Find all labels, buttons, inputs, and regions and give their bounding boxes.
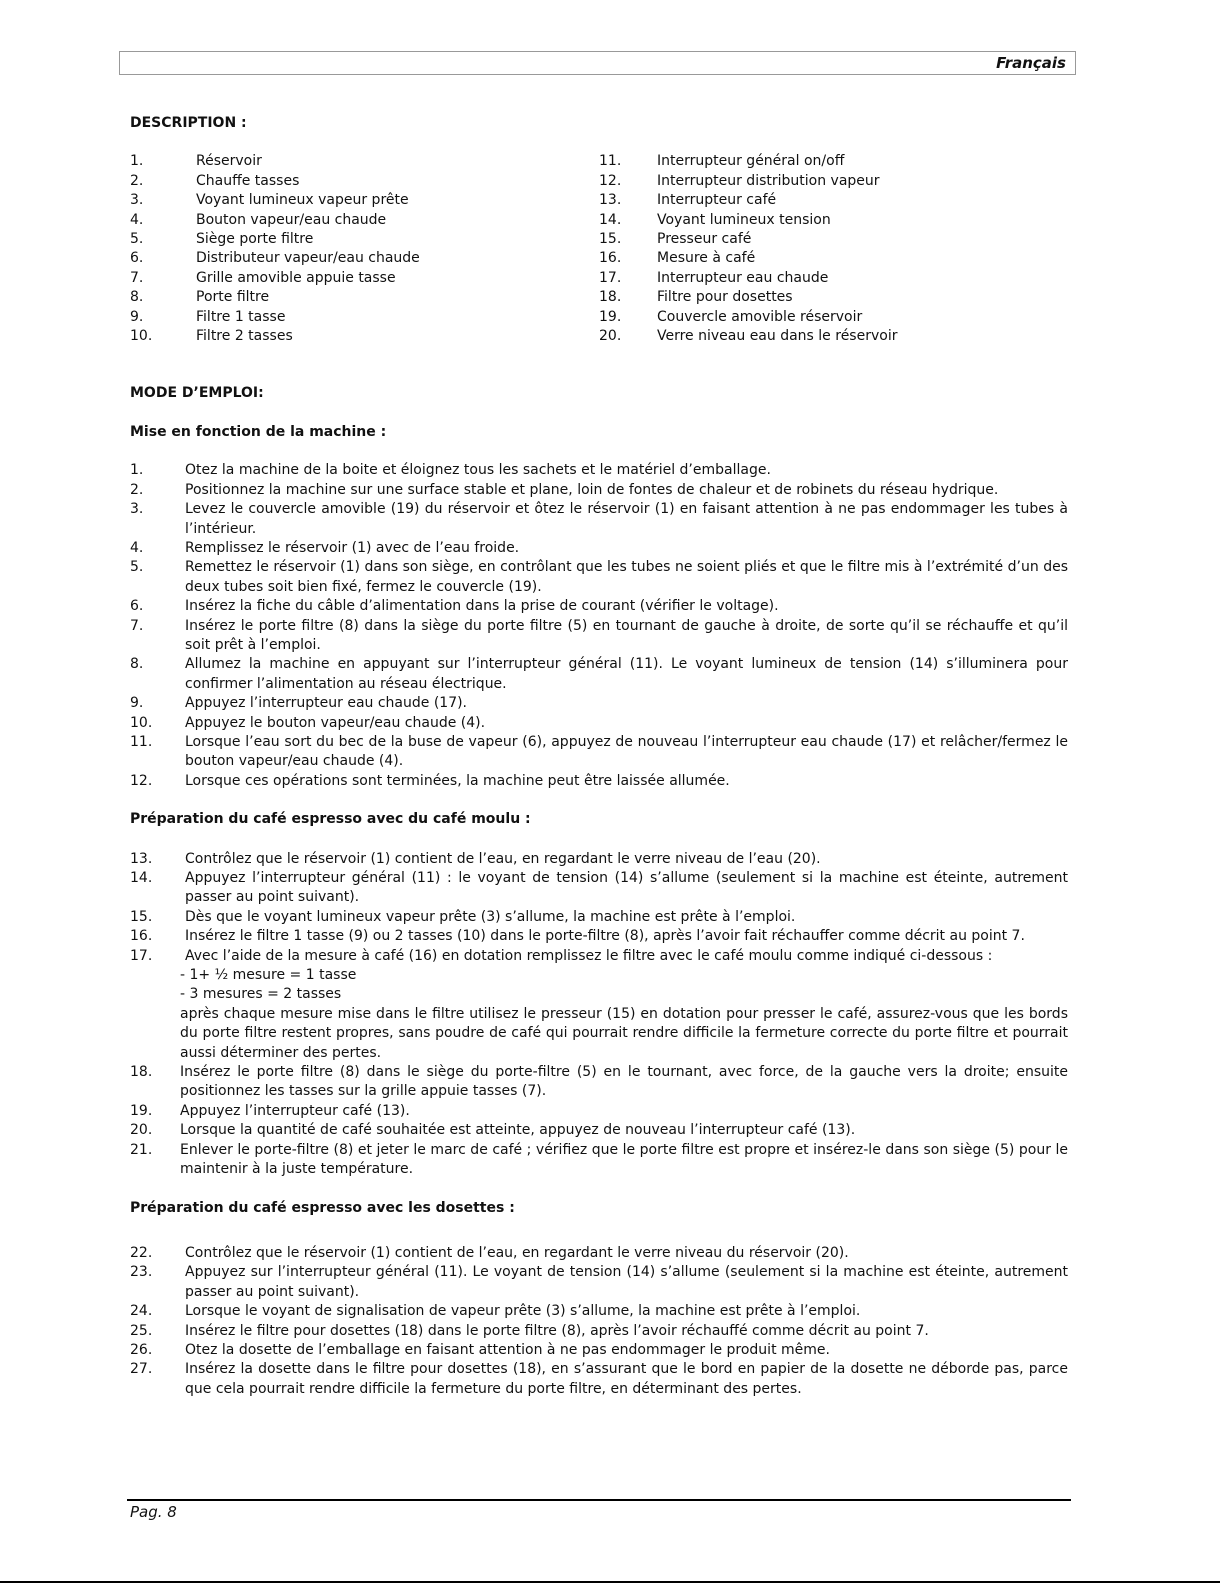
item-number: 25. [130,1322,153,1339]
part-item [599,211,1068,230]
section-heading-startup: Mise en fonction de la machine : [130,423,387,440]
section-heading-pods: Préparation du café espresso avec les dosettes : [130,1199,515,1216]
item-number: 12. [130,772,153,789]
part-item [599,249,1068,268]
step-item [130,1141,1068,1180]
mode-heading: MODE D’EMPLOI: [130,385,264,402]
item-number: 18. [130,1064,153,1081]
part-item [130,269,599,288]
item-number: 21. [130,1141,153,1158]
page-number: Pag. 8 [130,1503,177,1521]
item-text: Presseur café [657,231,752,248]
step-item [130,908,1068,927]
part-item [130,172,599,191]
step-item [130,927,1068,946]
item-number: 15. [130,908,153,925]
step-item [130,617,1068,656]
part-item [599,288,1068,307]
section-heading-ground-coffee: Préparation du café espresso avec du café moulu : [130,811,531,828]
item-text: Lorsque ces opérations sont terminées, la machine peut être laissée allumée. [185,772,730,789]
item-text: Chauffe tasses [196,172,300,189]
item-text: Interrupteur café [657,192,777,209]
document-body [130,114,1068,1399]
item-number: 7. [130,617,144,634]
item-number: 26. [130,1341,153,1358]
step-item [130,1360,1068,1399]
item-text: Lorsque l’eau sort du bec de la buse de vapeur (6), appuyez de nouveau l’interrupteur eau chaude (17) et relâcher/fermez le bouton vapeur/eau chaude (4). [185,733,1068,770]
item-text: Dès que le voyant lumineux vapeur prête (3) s’allume, la machine est prête à l’emploi. [185,908,796,925]
part-item [130,191,599,210]
item-number: 4. [130,211,144,228]
item-text: Filtre 1 tasse [196,308,286,325]
step-item [130,1341,1068,1360]
part-item [130,211,599,230]
item-number: 6. [130,598,144,615]
step-item [130,869,1068,908]
step-item [130,1263,1068,1302]
item-number: 9. [130,695,144,712]
step-item [130,1063,1068,1102]
item-number: 10. [130,714,153,731]
step-item [130,597,1068,616]
item-number: 11. [130,733,153,750]
item-text: Couvercle amovible réservoir [657,308,863,325]
part-item [130,288,599,307]
item-text: Insérez le porte filtre (8) dans la siège du porte filtre (5) en tournant de gauche à droite, de sorte qu’il se réchauffe et qu’il soit prêt à l’emploi. [185,617,1068,653]
item-text: Otez la dosette de l’emballage en faisant attention à ne pas endommager le produit même. [185,1341,830,1358]
item-number: 11. [599,153,622,170]
part-item [130,308,599,327]
step-item [130,655,1068,694]
part-item [599,191,1068,210]
item-text: Voyant lumineux tension [657,211,831,228]
item-number: 24. [130,1303,153,1320]
item-text: Lorsque le voyant de signalisation de vapeur prête (3) s’allume, la machine est prête à l’emploi. [185,1303,861,1320]
item-number: 20. [130,1122,153,1139]
item-number: 2. [130,481,144,498]
item-number: 3. [130,192,144,209]
item-number: 16. [130,928,153,945]
item-text: Réservoir [196,153,262,170]
step-item [130,1121,1068,1140]
item-text: Grille amovible appuie tasse [196,269,396,286]
item-text: Insérez le filtre pour dosettes (18) dans le porte filtre (8), après l’avoir réchauffé comme décrit au point 7. [185,1322,929,1339]
item-text: Contrôlez que le réservoir (1) contient de l’eau, en regardant le verre niveau du réservoir (20). [185,1244,849,1261]
ground-coffee-steps [130,850,1068,966]
step-item [130,500,1068,539]
item-text: Interrupteur distribution vapeur [657,172,880,189]
item-text: Voyant lumineux vapeur prête [196,192,409,209]
item-text: Appuyez l’interrupteur général (11) : le voyant de tension (14) s’allume (seulement si la machine est éteinte, autrement passer au point suivant). [185,870,1068,906]
item-number: 8. [130,656,144,673]
step-item [130,461,1068,480]
item-number: 19. [130,1102,153,1119]
item-text: Insérez la dosette dans le filtre pour dosettes (18), en s’assurant que le bord en papier de la dosette ne déborde pas, parce que cela pourrait rendre difficile la fermeture du porte filtre, en déterminant des pertes. [185,1361,1068,1397]
item-text: Contrôlez que le réservoir (1) contient de l’eau, en regardant le verre niveau de l’eau (20). [185,850,821,867]
step-item [130,539,1068,558]
measure-line: - 3 mesures = 2 tasses [180,986,342,1003]
part-item [130,249,599,268]
item-text: Filtre pour dosettes [657,289,793,306]
item-number: 9. [130,308,144,325]
part-item [599,327,1068,346]
item-text: Appuyez l’interrupteur eau chaude (17). [185,695,468,712]
item-number: 4. [130,539,144,556]
item-number: 13. [599,192,622,209]
item-number: 7. [130,269,144,286]
step-item [130,850,1068,869]
step-item [130,714,1068,733]
item-number: 13. [130,850,153,867]
item-number: 17. [599,269,622,286]
item-text: Appuyez l’interrupteur café (13). [180,1102,410,1119]
item-number: 18. [599,289,622,306]
part-item [130,152,599,171]
item-text: Avec l’aide de la mesure à café (16) en dotation remplissez le filtre avec le café moulu comme indiqué ci-dessous : [185,947,993,964]
item-text: Positionnez la machine sur une surface stable et plane, loin de fontes de chaleur et de robinets du réseau hydrique. [185,481,999,498]
item-text: Remettez le réservoir (1) dans son siège, en contrôlant que les tubes ne soient pliés et que le filtre mis à l’extrémité d’un des deux tubes soit bien fixé, fermez le couvercle (19). [185,559,1068,595]
item-text: Appuyez sur l’interrupteur général (11). Le voyant de tension (14) s’allume (seulement si la machine est éteinte, autrement passer au point suivant). [185,1264,1068,1300]
item-text: Insérez le porte filtre (8) dans le siège du porte-filtre (5) en le tournant, avec force, de la gauche vers la droite; ensuite positionnez les tasses sur la grille appuie tasses (7). [180,1064,1068,1100]
item-number: 8. [130,289,144,306]
item-number: 22. [130,1244,153,1261]
footer-divider [127,1499,1071,1501]
item-text: Insérez la fiche du câble d’alimentation dans la prise de courant (vérifier le voltage). [185,598,779,615]
language-label: Français [996,54,1066,72]
item-number: 5. [130,559,144,576]
part-item [130,230,599,249]
item-text: Distributeur vapeur/eau chaude [196,250,420,267]
ground-coffee-steps-continued [130,1063,1068,1179]
step-item [130,1102,1068,1121]
item-number: 1. [130,153,144,170]
part-item [599,230,1068,249]
item-number: 12. [599,172,622,189]
item-text: Insérez le filtre 1 tasse (9) ou 2 tasses (10) dans le porte-filtre (8), après l’avoir fait réchauffer comme décrit au point 7. [185,928,1025,945]
startup-steps [130,461,1068,791]
step-item [130,1244,1068,1263]
item-text: Appuyez le bouton vapeur/eau chaude (4). [185,714,486,731]
item-text: Remplissez le réservoir (1) avec de l’eau froide. [185,539,520,556]
item-text: Verre niveau eau dans le réservoir [657,328,898,345]
item-text: Otez la machine de la boite et éloignez tous les sachets et le matériel d’emballage. [185,462,771,479]
step-item [130,733,1068,772]
step-item [130,947,1068,966]
item-text: Porte filtre [196,289,270,306]
part-item [599,269,1068,288]
step-item [130,481,1068,500]
item-number: 10. [130,328,153,345]
tamping-note: après chaque mesure mise dans le filtre utilisez le presseur (15) en dotation pour presser le café, assurez-vous que les bords du porte filtre restent propres, sans poudre de café qui pourrait rendre difficile la fermeture correcte du porte filtre et pourrait aussi déterminer des pertes. [180,1005,1068,1061]
part-item [599,308,1068,327]
item-text: Bouton vapeur/eau chaude [196,211,387,228]
part-item [130,327,599,346]
item-number: 19. [599,308,622,325]
header-box [119,51,1076,75]
item-text: Interrupteur eau chaude [657,269,829,286]
part-item [599,172,1068,191]
measure-line: - 1+ ½ mesure = 1 tasse [180,967,357,984]
item-number: 15. [599,231,622,248]
step-item [130,694,1068,713]
item-number: 3. [130,501,144,518]
item-text: Filtre 2 tasses [196,328,293,345]
item-text: Mesure à café [657,250,756,267]
item-number: 14. [599,211,622,228]
item-text: Allumez la machine en appuyant sur l’interrupteur général (11). Le voyant lumineux de tension (14) s’illuminera pour confirmer l’alimentation au réseau électrique. [185,656,1068,692]
item-number: 20. [599,328,622,345]
parts-list [130,152,1068,346]
item-text: Enlever le porte-filtre (8) et jeter le marc de café ; vérifiez que le porte filtre est propre et insérez-le dans son siège (5) pour le maintenir à la juste température. [180,1141,1068,1178]
item-number: 27. [130,1361,153,1378]
step-item [130,1322,1068,1341]
item-text: Levez le couvercle amovible (19) du réservoir et ôtez le réservoir (1) en faisant attention à ne pas endommager les tubes à l’intérieur. [185,501,1068,537]
step-item [130,1302,1068,1321]
parts-list-left [130,152,599,346]
step-item [130,558,1068,597]
item-number: 23. [130,1264,153,1281]
part-item [599,152,1068,171]
item-text: Interrupteur général on/off [657,153,845,170]
item-number: 1. [130,462,144,479]
item-number: 16. [599,250,622,267]
item-text: Siège porte filtre [196,231,314,248]
item-number: 5. [130,231,144,248]
description-heading: DESCRIPTION : [130,115,247,131]
item-number: 6. [130,250,144,267]
item-number: 14. [130,870,153,886]
step-item [130,772,1068,791]
item-number: 2. [130,172,144,189]
item-number: 17. [130,947,153,964]
item-text: Lorsque la quantité de café souhaitée est atteinte, appuyez de nouveau l’interrupteur café (13). [180,1122,856,1139]
parts-list-right [599,152,1068,346]
pod-steps [130,1244,1068,1399]
